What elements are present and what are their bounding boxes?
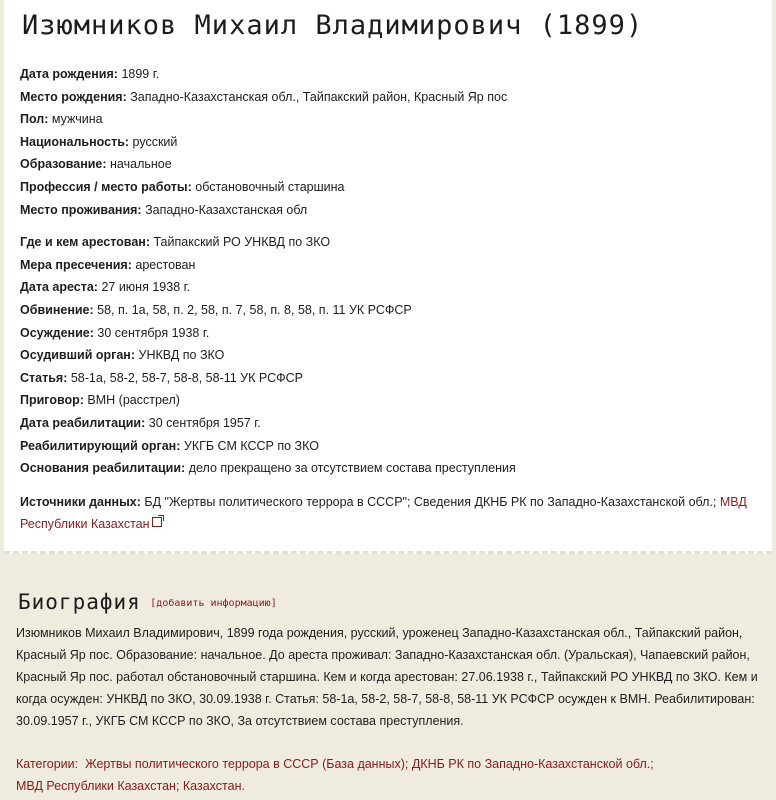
field-value: Западно-Казахстанская обл., Тайпакский район, Красный Яр пос (130, 89, 508, 104)
field-label: Обвинение: (20, 302, 94, 317)
field-label: Место проживания: (20, 202, 142, 217)
field-label: Дата ареста: (20, 280, 98, 295)
category-link[interactable]: Казахстан (182, 779, 242, 793)
biography-title: Биография (18, 590, 141, 614)
sources-label: Источники данных: (20, 495, 141, 509)
field-label: Профессия / место работы: (20, 179, 192, 194)
field-arrest-date (20, 276, 760, 299)
categories-label: Категории: (16, 757, 79, 771)
spacer (20, 221, 760, 231)
biography-section (0, 560, 776, 800)
field-charge (20, 299, 760, 322)
field-rehab-date (20, 412, 760, 435)
field-value: УКГБ СМ КССР по ЗКО (183, 438, 319, 453)
field-education (20, 153, 760, 176)
page-title: Изюмников Михаил Владимирович (1899) (22, 10, 644, 41)
field-label: Основания реабилитации: (20, 461, 186, 476)
field-value: УНКВД по ЗКО (138, 348, 225, 363)
category-link[interactable]: Жертвы политического террора в СССР (База данных) (85, 757, 405, 771)
field-value: 58-1а, 58-2, 58-7, 58-8, 58-11 УК РСФСР (70, 370, 303, 385)
field-label: Осудивший орган: (20, 348, 136, 363)
field-label: Осуждение: (20, 325, 94, 340)
field-value: начальное (110, 157, 172, 172)
field-convicting-body (20, 344, 760, 367)
field-sex (20, 108, 760, 131)
add-info-link[interactable]: [добавить информацию] (150, 598, 277, 609)
field-residence (20, 199, 760, 222)
field-profession (20, 176, 760, 199)
field-restraint (20, 254, 760, 277)
field-label: Мера пресечения: (20, 257, 132, 272)
field-value: Тайпакский РО УНКВД по ЗКО (153, 235, 331, 250)
field-value: дело прекращено за отсутствием состава преступления (188, 461, 516, 476)
sources-link-label: МВД Республики Казахстан (20, 495, 747, 531)
biography-header (18, 590, 277, 614)
field-label: Образование: (20, 157, 107, 172)
field-value: 58, п. 1а, 58, п. 2, 58, п. 7, 58, п. 8, 58, п. 11 УК РСФСР (97, 302, 412, 317)
field-birth-date (20, 63, 760, 86)
field-rehab-grounds (20, 457, 760, 480)
field-value: 27 июня 1938 г. (101, 280, 191, 295)
field-value: Западно-Казахстанская обл (145, 202, 308, 217)
person-card (4, 0, 772, 554)
field-label: Пол: (20, 112, 49, 127)
field-value: ВМН (расстрел) (87, 393, 180, 408)
field-article (20, 367, 760, 390)
field-value: 1899 г. (121, 67, 160, 81)
field-label: Место рождения: (20, 89, 127, 104)
field-label: Реабилитирующий орган: (20, 438, 181, 453)
sources (20, 491, 760, 535)
categories: Категории: Жертвы политического террора в СССР (База данных); ДКНБ РК по Западно-Казахстанской обл.; МВД Республики Казахстан; Казахстан. (16, 757, 654, 793)
field-birth-place (20, 86, 760, 109)
field-value: арестован (135, 257, 196, 272)
field-label: Национальность: (20, 134, 130, 149)
field-value: обстановочный старшина (195, 179, 345, 194)
biography-text: Изюмников Михаил Владимирович, 1899 года рождения, русский, уроженец Западно-Казахстанская обл., Тайпакский район, Красный Яр пос. Образование: начальное. До ареста проживал: Западно-Казахстанская обл. (Уральская), Чапаевский район, Красный Яр пос. работал обстановочный старшина. Кем и когда арестован: 27.06.1938 г., Тайпакский РО УНКВД по ЗКО. Кем и когда осужден: УНКВД по ЗКО, 30.09.1938 г. Статья: 58-1а, 58-2, 58-7, 58-8, 58-11 УК РСФСР осужден к ВМН. Реабилитирован: 30.09.1957 г., УКГБ СМ КССР по ЗКО, За отсутствием состава преступления. (16, 626, 758, 728)
category-link[interactable]: ДКНБ РК по Западно-Казахстанской обл. (411, 757, 651, 771)
field-conviction (20, 322, 760, 345)
field-label: Приговор: (20, 393, 84, 408)
field-value: 30 сентября 1938 г. (97, 325, 210, 340)
category-link[interactable]: МВД Республики Казахстан (16, 779, 176, 793)
field-label: Дата реабилитации: (20, 415, 146, 430)
field-value: русский (132, 134, 178, 149)
field-value: мужчина (51, 112, 103, 127)
external-link-icon (152, 517, 162, 527)
field-nationality (20, 131, 760, 154)
fields-list (20, 63, 760, 480)
field-sentence (20, 389, 760, 412)
field-label: Статья: (20, 370, 68, 385)
field-label: Где и кем арестован: (20, 235, 150, 250)
field-arrested-by (20, 231, 760, 254)
sources-text: БД "Жертвы политического террора в СССР"; Сведения ДКНБ РК по Западно-Казахстанской обл.; (144, 495, 717, 509)
field-label: Дата рождения: (20, 67, 118, 81)
field-rehab-body (20, 435, 760, 458)
field-value: 30 сентября 1957 г. (148, 415, 261, 430)
